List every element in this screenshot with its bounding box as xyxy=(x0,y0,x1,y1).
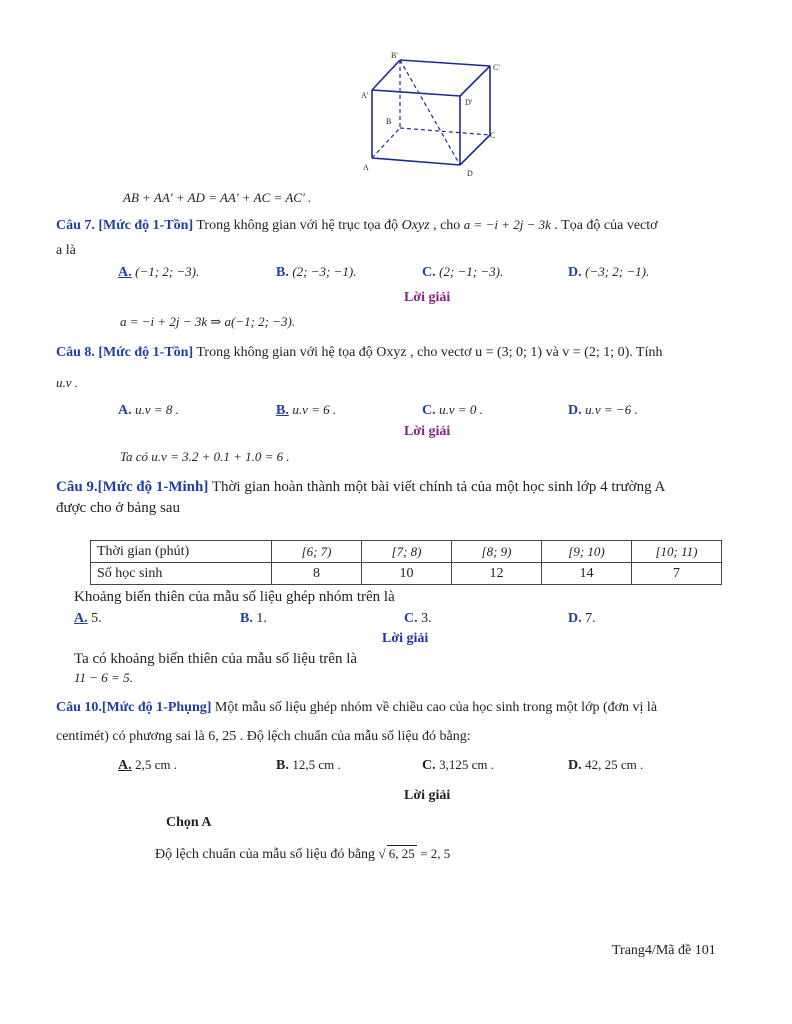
table-cell: 7 xyxy=(632,563,722,585)
q9-option-c xyxy=(404,611,432,627)
q8-line1 xyxy=(56,345,662,361)
option-label: C. xyxy=(422,265,436,280)
q9-title: Câu 9.[Mức độ 1-Minh] xyxy=(56,479,209,495)
option-label: B. xyxy=(276,265,289,280)
q7-vector-a: a = −i + 2j − 3k xyxy=(463,217,551,232)
q10-solution-result: = 2, 5 xyxy=(420,846,451,861)
q8-line2: u.v . xyxy=(56,375,79,390)
option-label: D. xyxy=(568,758,582,773)
option-label: C. xyxy=(422,758,436,773)
option-label: D. xyxy=(568,403,582,418)
edge-AD xyxy=(372,158,460,165)
table-cell: 14 xyxy=(542,563,632,585)
edge-B1C1 xyxy=(400,60,490,66)
edge-C1D1 xyxy=(460,66,490,96)
q9-table xyxy=(90,540,722,585)
q9-solution-title: Lời giải xyxy=(382,631,429,646)
table-row xyxy=(91,563,722,585)
option-value: 12,5 cm . xyxy=(292,757,341,772)
table-cell: [10; 11) xyxy=(632,541,722,563)
label-B: B xyxy=(386,117,392,126)
q10-solution-radicand: 6, 25 xyxy=(388,846,415,861)
q8-text: Trong không gian với hệ tọa độ Oxyz , cho vectơ u = (3; 0; 1) và v = (2; 1; 0). Tính xyxy=(196,345,663,360)
option-value: (−3; 2; −1). xyxy=(585,264,650,279)
q9-line1 xyxy=(56,479,665,496)
table-cell: [7; 8) xyxy=(362,541,452,563)
q7-title: Câu 7. [Mức độ 1-Tồn] xyxy=(56,218,194,233)
intro-formula: AB + AA' + AD = AA' + AC = AC' . xyxy=(123,190,312,205)
option-label: D. xyxy=(568,265,582,280)
option-value: 3,125 cm . xyxy=(439,757,495,772)
q10-line1 xyxy=(56,700,657,716)
option-value: (−1; 2; −3). xyxy=(135,264,200,279)
q8-option-c xyxy=(422,402,483,419)
page-footer: Trang4/Mã đề 101 xyxy=(612,943,716,958)
q7-option-d xyxy=(568,264,649,281)
q7-oxyz: Oxyz xyxy=(401,218,430,233)
option-label: B. xyxy=(276,403,289,418)
q8-option-a xyxy=(118,402,179,419)
table-cell: [6; 7) xyxy=(272,541,362,563)
table-cell: [8; 9) xyxy=(452,541,542,563)
q10-text: Một mẫu số liệu ghép nhóm về chiều cao của học sinh trong một lớp (đơn vị là xyxy=(214,700,658,715)
table-row xyxy=(91,541,722,563)
q7-option-a xyxy=(118,264,199,281)
option-value: u.v = 0 . xyxy=(439,402,483,417)
option-value: (2; −3; −1). xyxy=(292,264,357,279)
q7-text2: , cho xyxy=(433,218,461,233)
q7-line2: a là xyxy=(56,243,76,258)
q9-option-d xyxy=(568,611,596,627)
q7-line1 xyxy=(56,217,658,234)
option-value: 1. xyxy=(256,611,267,626)
option-value: u.v = −6 . xyxy=(585,402,638,417)
option-value: 2,5 cm . xyxy=(135,757,178,772)
option-label: C. xyxy=(404,611,418,626)
label-C: C xyxy=(490,131,496,140)
q9-option-b xyxy=(240,611,267,627)
label-A: A xyxy=(363,163,369,172)
label-C1: C' xyxy=(493,63,500,72)
q8-solution-title: Lời giải xyxy=(404,424,451,439)
q9-line2: được cho ở bảng sau xyxy=(56,500,180,516)
q10-option-d xyxy=(568,757,643,774)
table-cell: 12 xyxy=(452,563,542,585)
label-D: D xyxy=(467,169,473,178)
option-label: B. xyxy=(240,611,253,626)
option-label: C. xyxy=(422,403,436,418)
q7-text: Trong không gian với hệ trục tọa độ xyxy=(196,218,399,233)
q8-solution: Ta có u.v = 3.2 + 0.1 + 1.0 = 6 . xyxy=(120,449,290,464)
q10-solution-prefix: Độ lệch chuẩn của mẫu số liệu đó bằng xyxy=(155,847,376,862)
q10-solution: Độ lệch chuẩn của mẫu số liệu đó bằng √ 6, 25 = 2, 5 xyxy=(155,846,451,862)
edge-BC xyxy=(400,128,490,135)
q7-option-c xyxy=(422,264,503,281)
q10-option-b xyxy=(276,757,341,774)
option-value: 42, 25 cm . xyxy=(585,757,644,772)
q8-option-d xyxy=(568,402,638,419)
q7-solution-title: Lời giải xyxy=(404,290,451,305)
q8-title: Câu 8. [Mức độ 1-Tồn] xyxy=(56,345,194,360)
option-value: u.v = 8 . xyxy=(135,402,179,417)
q10-option-c xyxy=(422,757,494,774)
q7-solution: a = −i + 2j − 3k ⇒ a(−1; 2; −3). xyxy=(120,314,296,329)
table-cell: [9; 10) xyxy=(542,541,632,563)
table-header-time: Thời gian (phút) xyxy=(91,541,272,563)
q9-option-a xyxy=(74,611,102,627)
cube-figure xyxy=(355,48,505,180)
option-label: A. xyxy=(118,403,132,418)
option-value: u.v = 6 . xyxy=(292,402,337,417)
edge-A1B1 xyxy=(372,60,400,90)
q8-option-b xyxy=(276,402,336,419)
q10-line2: centimét) có phương sai là 6, 25 . Độ lệch chuẩn của mẫu số liệu đó bằng: xyxy=(56,729,471,744)
option-value: 5. xyxy=(91,611,102,626)
table-cell: 8 xyxy=(272,563,362,585)
edge-AB xyxy=(372,128,400,158)
q9-solution-1: Ta có khoảng biến thiên của mẫu số liệu trên là xyxy=(74,651,358,667)
label-A1: A' xyxy=(361,91,369,100)
option-value: 7. xyxy=(585,611,596,626)
q10-choice: Chọn A xyxy=(166,815,212,830)
option-value: (2; −1; −3). xyxy=(439,264,504,279)
label-B1: B' xyxy=(391,51,398,60)
diag-B1D xyxy=(400,60,460,165)
q9-question: Khoảng biến thiên của mẫu số liệu ghép nhóm trên là xyxy=(74,589,395,605)
option-label: D. xyxy=(568,611,582,626)
option-label: B. xyxy=(276,758,289,773)
table-header-students: Số học sinh xyxy=(91,563,272,585)
option-label: A. xyxy=(118,265,132,280)
q7-option-b xyxy=(276,264,356,281)
edge-D1A1 xyxy=(372,90,460,96)
q9-solution-2: 11 − 6 = 5. xyxy=(74,670,133,685)
option-value: 3. xyxy=(421,611,432,626)
q10-title: Câu 10.[Mức độ 1-Phụng] xyxy=(56,700,212,715)
label-D1: D' xyxy=(465,98,473,107)
q9-text: Thời gian hoàn thành một bài viết chính tả của một học sinh lớp 4 trường A xyxy=(211,479,666,495)
q7-text3: . Tọa độ của vectơ xyxy=(554,218,658,233)
q10-option-a xyxy=(118,757,177,774)
q10-solution-title: Lời giải xyxy=(404,788,451,803)
option-label: A. xyxy=(74,611,88,626)
option-label: A. xyxy=(118,758,132,773)
edge-DC xyxy=(460,135,490,165)
table-cell: 10 xyxy=(362,563,452,585)
